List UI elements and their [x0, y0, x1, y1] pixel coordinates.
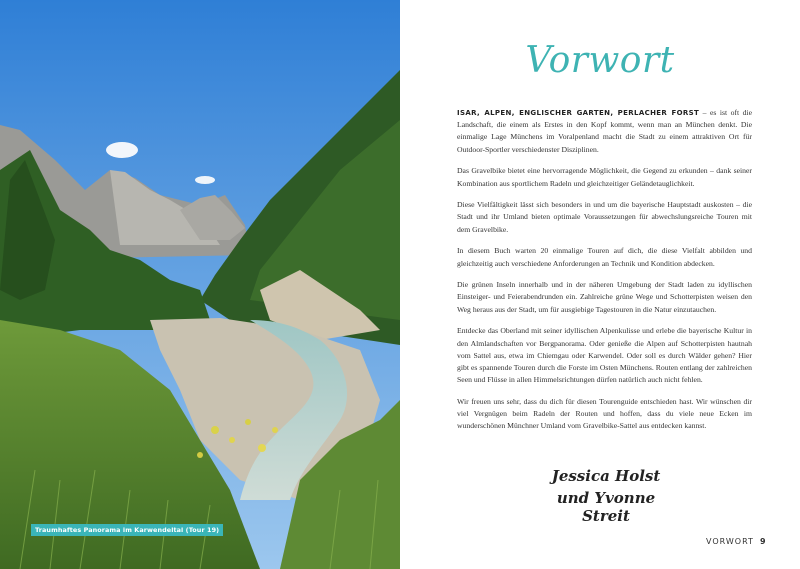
text-page: [400, 0, 800, 569]
paragraph-4: In diesem Buch warten 20 einmalige Touren auf dich, die diese Vielfalt abbilden und gleichzeitig auch verschiedene Anforderungen an Technik und Kondition abdecken.: [457, 246, 752, 268]
paragraph-2: Das Gravelbike bietet eine hervorragende Möglichkeit, die Gegend zu erkunden – dank seiner Kombination aus sportlichem Radeln und gleichzeitiger Geländetauglichkeit.: [457, 166, 752, 188]
paragraph-5: Die grünen Inseln innerhalb und in der näheren Umgebung der Stadt laden zu idyllischen Einsteiger- und Feierabendrunden ein. Zahlreiche grüne Wege und Schotterpisten weisen den Weg heraus aus der Stadt, um für ausgiebige Tagestouren in die Natur einzutauchen.: [457, 280, 752, 314]
paragraph-7: Wir freuen uns sehr, dass du dich für diesen Tourenguide entschieden hast. Wir wünschen dir viel Vergnügen beim Radeln der Routen und hoffen, dass du viele neue Ecken im wunderschönen Münchner Umland vom Gravelbike-Sattel aus entdecken kannst.: [457, 396, 752, 431]
page-footer: [706, 537, 767, 546]
signature-line-2: und Yvonne Streit: [556, 489, 656, 525]
page-title: Vorwort: [525, 40, 675, 81]
paragraph-1: [457, 107, 752, 156]
body-text: [457, 107, 752, 442]
footer-label: VORWORT: [706, 537, 754, 546]
lead-caps: ISAR, ALPEN, ENGLISCHER GARTEN, PERLACHER FORST: [457, 109, 700, 117]
paragraph-3: Diese Vielfältigkeit lässt sich besonders in und um die bayerische Hauptstadt auskosten – die Stadt und ihr Umland bieten optimale Voraussetzungen für abwechslungsreiche Touren mit dem Gravelbike.: [457, 200, 752, 234]
photo-caption: Traumhaftes Panorama im Karwendeltal (Tour 19): [31, 524, 223, 536]
signature-line-1: Jessica Holst: [551, 467, 661, 485]
paragraph-1-text: – es ist oft die Landschaft, die einem als Erstes in den Kopf kommt, wenn man an München denkt. Die einmalige Lage Münchens im Voralpenland macht die Stadt zu einem attraktiven Ort für Outdoor-Sportler verschiedenster Disziplinen.: [457, 108, 752, 154]
page-number: 9: [759, 537, 767, 546]
paragraph-6: Entdecke das Oberland mit seiner idyllischen Alpenkulisse und erlebe die bayerische Kultur in den Almlandschaften vor Bergpanorama. Oder genieße die Alpen auf Schotterpisten hautnah vom Sattel aus, etwa im Chiemgau oder Karwendel. Oder soll es durch Wälder gehen? Hier gibt es spannende Touren durch die Forste im Osten Münchens. Routen entlang der zahlreichen Seen und Flüsse in allen Himmelsrichtungen dürfen natürlich auch nicht fehlen.: [457, 326, 752, 385]
